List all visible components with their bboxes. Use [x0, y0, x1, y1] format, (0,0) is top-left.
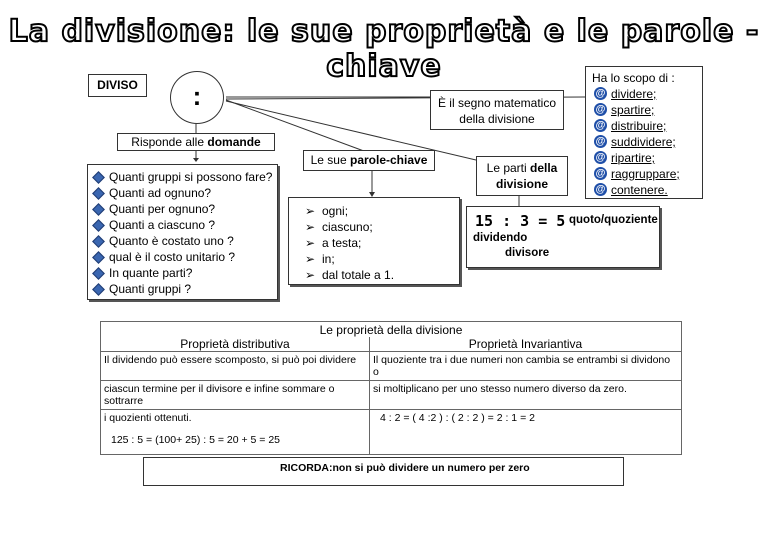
- parole-bold: parole-chiave: [350, 153, 428, 167]
- parti-bold-2: divisione: [495, 177, 548, 191]
- table-row: [101, 432, 682, 455]
- division-equation: 15 : 3 = 5: [475, 212, 566, 230]
- table-row: [101, 322, 682, 338]
- diamond-bullet-icon: [92, 187, 105, 200]
- invariantiva-example: 4 : 2 = ( 4 :2 ) : ( 2 : 2 ) = 2 : 1 = 2: [370, 410, 682, 433]
- segno-line-1: È il segno matematico: [437, 96, 557, 110]
- list-item: ➢ dal totale a 1.: [305, 268, 395, 282]
- bullet-at-icon: @: [595, 184, 606, 195]
- list-item: @ spartire;: [595, 103, 655, 117]
- distributiva-header: Proprietà distributiva: [101, 337, 370, 352]
- diamond-bullet-icon: [92, 235, 105, 248]
- invariantiva-header: Proprietà Invariantiva: [370, 337, 682, 352]
- domande-prefix: Risponde alle: [131, 135, 208, 149]
- invariantiva-line-2: si moltiplicano per uno stesso numero diverso da zero.: [370, 381, 682, 410]
- parti-box: [466, 206, 660, 268]
- list-item: Quanti gruppi si possono fare?: [92, 169, 277, 185]
- scopo-list: [594, 86, 702, 198]
- segno-line-2: della divisione: [459, 112, 535, 126]
- list-item: @ distribuire;: [595, 119, 667, 133]
- ricorda-box: [143, 457, 624, 486]
- list-item: Quanti a ciascuno ?: [92, 217, 277, 233]
- diamond-bullet-icon: [92, 267, 105, 280]
- diviso-box: [88, 74, 147, 97]
- proprieta-table: [100, 321, 682, 455]
- parti-bold-1: della: [530, 161, 558, 175]
- parti-heading-box: [476, 156, 568, 196]
- divisore-label: divisore: [505, 247, 550, 259]
- list-item: ➢ in;: [305, 252, 335, 266]
- division-symbol: :: [192, 81, 202, 111]
- arrow-bullet-icon: ➢: [305, 268, 316, 282]
- bullet-at-icon: @: [595, 136, 606, 147]
- invariantiva-line-1: Il quoziente tra i due numeri non cambia se entrambi si dividono o: [370, 352, 682, 381]
- list-item: Quanti per ognuno?: [92, 201, 277, 217]
- distributiva-line-3: i quozienti ottenuti.: [101, 410, 370, 433]
- diamond-bullet-icon: [92, 171, 105, 184]
- arrow-bullet-icon: ➢: [305, 252, 316, 266]
- list-item: ➢ ciascuno;: [305, 220, 373, 234]
- diviso-label: DIVISO: [97, 78, 138, 92]
- bullet-at-icon: @: [595, 152, 606, 163]
- segno-box: [430, 90, 564, 130]
- invariantiva-empty-cell: [370, 432, 682, 455]
- list-item: @ ripartire;: [595, 151, 656, 165]
- domande-list: [92, 169, 277, 297]
- list-item: Quanti gruppi ?: [92, 281, 277, 297]
- diamond-bullet-icon: [92, 203, 105, 216]
- parole-prefix: Le sue: [310, 153, 350, 167]
- bullet-at-icon: @: [595, 88, 606, 99]
- list-item: ➢ a testa;: [305, 236, 362, 250]
- division-symbol-circle: [170, 71, 224, 124]
- distributiva-line-1: Il dividendo può essere scomposto, si può poi dividere: [101, 352, 370, 381]
- distributiva-line-2: ciascun termine per il divisore e infine sommare o sottrarre: [101, 381, 370, 410]
- bullet-at-icon: @: [595, 168, 606, 179]
- table-row: [101, 337, 682, 352]
- bullet-at-icon: @: [595, 120, 606, 131]
- table-row: [101, 410, 682, 433]
- scopo-heading: Ha lo scopo di :: [592, 71, 675, 85]
- parti-prefix: Le parti: [486, 161, 530, 175]
- domande-heading-box: [117, 133, 275, 151]
- parole-heading-box: [303, 150, 435, 171]
- list-item: @ raggruppare;: [595, 167, 680, 181]
- list-item: @ suddividere;: [595, 135, 676, 149]
- diamond-bullet-icon: [92, 283, 105, 296]
- diamond-bullet-icon: [92, 251, 105, 264]
- arrow-bullet-icon: ➢: [305, 220, 316, 234]
- distributiva-example: 125 : 5 = (100+ 25) : 5 = 20 + 5 = 25: [101, 432, 370, 455]
- list-item: @ dividere;: [595, 87, 657, 101]
- quoto-label: quoto/quoziente: [569, 214, 658, 226]
- list-item: Quanto è costato uno ?: [92, 233, 277, 249]
- domande-box: [87, 164, 278, 300]
- table-row: [101, 381, 682, 410]
- bullet-at-icon: @: [595, 104, 606, 115]
- diamond-bullet-icon: [92, 219, 105, 232]
- list-item: ➢ ogni;: [305, 204, 349, 218]
- list-item: In quante parti?: [92, 265, 277, 281]
- parole-list: [305, 203, 459, 283]
- proprieta-heading: Le proprietà della divisione: [101, 322, 682, 338]
- list-item: qual è il costo unitario ?: [92, 249, 277, 265]
- arrow-bullet-icon: ➢: [305, 204, 316, 218]
- list-item: @ contenere.: [595, 183, 668, 197]
- table-row: [101, 352, 682, 381]
- ricorda-text: RICORDA:non si può dividere un numero per zero: [280, 462, 530, 474]
- page-title: La divisione: le sue proprietà e le parole - chiave: [8, 14, 760, 84]
- dividendo-label: dividendo: [473, 232, 528, 244]
- arrow-bullet-icon: ➢: [305, 236, 316, 250]
- domande-bold: domande: [207, 135, 261, 149]
- scopo-box: [585, 66, 703, 199]
- list-item: Quanti ad ognuno?: [92, 185, 277, 201]
- parole-box: [288, 197, 460, 285]
